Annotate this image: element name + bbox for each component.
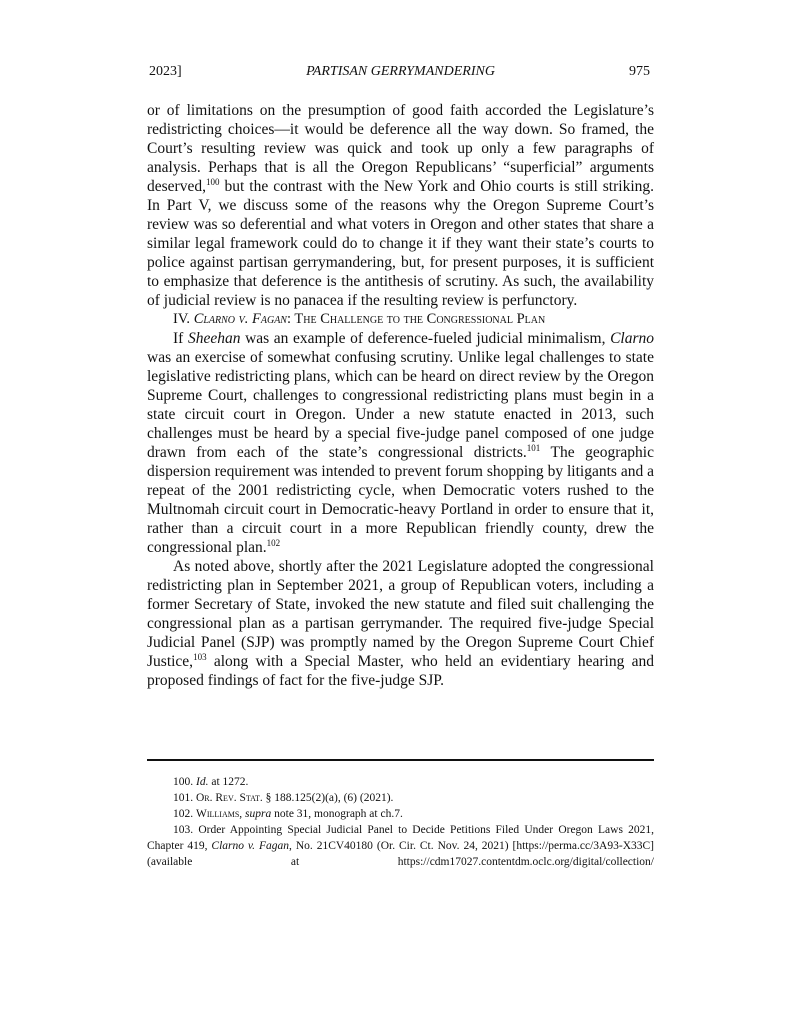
footnote-ref-100[interactable]: 100	[205, 177, 220, 187]
footnote-divider	[147, 759, 654, 761]
paragraph-sjp: As noted above, shortly after the 2021 Legislature adopted the congressional redistricting plan in September 2021, a group of Republican voters, including a former Secretary of State, invoked the new statute and filed suit challenging the congressional plan as a partisan gerrymander. The required five-judge Special Judicial Panel (SJP) was promptly named by the Oregon Supreme Court Chief Justice,$^{103}$ along with a Special Master, who held an evidentiary hearing and proposed findings of fact for the five-judge SJP.	[147, 558, 654, 689]
footnote-102: 102. Williams, supra note 31, monograph at ch.7.	[173, 808, 403, 820]
footnote-ref-103[interactable]: 103	[193, 652, 207, 662]
footnote-100: 100. Id. at 1272.	[173, 776, 249, 788]
footnotes	[147, 774, 654, 870]
footnote-ref-101[interactable]: 101	[526, 443, 541, 453]
page-number: 975	[629, 64, 650, 79]
footnote-101: 101. Or. Rev. Stat. § 188.125(2)(a), (6) (2021).	[173, 792, 394, 804]
footnote-103: 103. Order Appointing Special Judicial Panel to Decide Petitions Filed Under Oregon Laws 2021, Chapter 419, Clarno v. Fagan, No. 21CV40180 (Or. Cir. Ct. Nov. 24, 2021) [https://perma.cc/3A93-X33C] (available at https://cdm17027.contentdm.oclc.org/digital/collection/	[147, 824, 655, 868]
heading-case-name: Clarno v. Fagan	[193, 311, 287, 327]
running-head-title: PARTISAN GERRYMANDERING	[306, 64, 495, 79]
section-heading: IV. Clarno v. Fagan: The Challenge to the Congressional Plan	[173, 311, 546, 327]
paragraph-continued: or of limitations on the presumption of good faith accorded the Legislature’s redistricting choices—it would be deference all the way down. So framed, the Court’s resulting review was quick and took up only a few paragraphs of analysis. Perhaps that is all the Oregon Republicans’ “superficial” arguments deserved,$^{100}$ but the contrast with the New York and Ohio courts is still striking. In Part V, we discuss some of the reasons why the Oregon Supreme Court’s review was so deferential and what voters in Oregon and other states that share a similar legal framework could do to change it if they want their state’s courts to police against partisan gerrymandering, but, for present purposes, it is sufficient to emphasize that deference is the antithesis of scrutiny. As such, the availability of judicial review is no panacea if the resulting review is perfunctory.	[147, 102, 654, 309]
paragraph-clarno: If Sheehan was an example of deference-fueled judicial minimalism, Clarno was an exercise of somewhat confusing scrutiny. Unlike legal challenges to state legislative redistricting plans, which can be heard on direct review by the Oregon Supreme Court, challenges to congressional redistricting plans must begin in a state circuit court in Oregon. Under a new statute enacted in 2013, such challenges must be heard by a special five-judge panel composed of one judge drawn from each of the state’s congressional districts.$^{101}$ The geographic dispersion requirement was intended to prevent forum shopping by litigants and a repeat of the 2001 redistricting cycle, when Democratic voters rushed to the Multnomah circuit court in Democratic-heavy Portland in order to ensure that it, rather than a circuit court in a more Republican friendly county, drew the congressional plan.$^{102}$	[147, 330, 654, 556]
running-head	[147, 62, 654, 82]
footnote-ref-102[interactable]: 102	[266, 538, 281, 548]
running-head-year: 2023]	[149, 64, 182, 79]
body-text	[147, 101, 654, 690]
page	[147, 0, 654, 1035]
